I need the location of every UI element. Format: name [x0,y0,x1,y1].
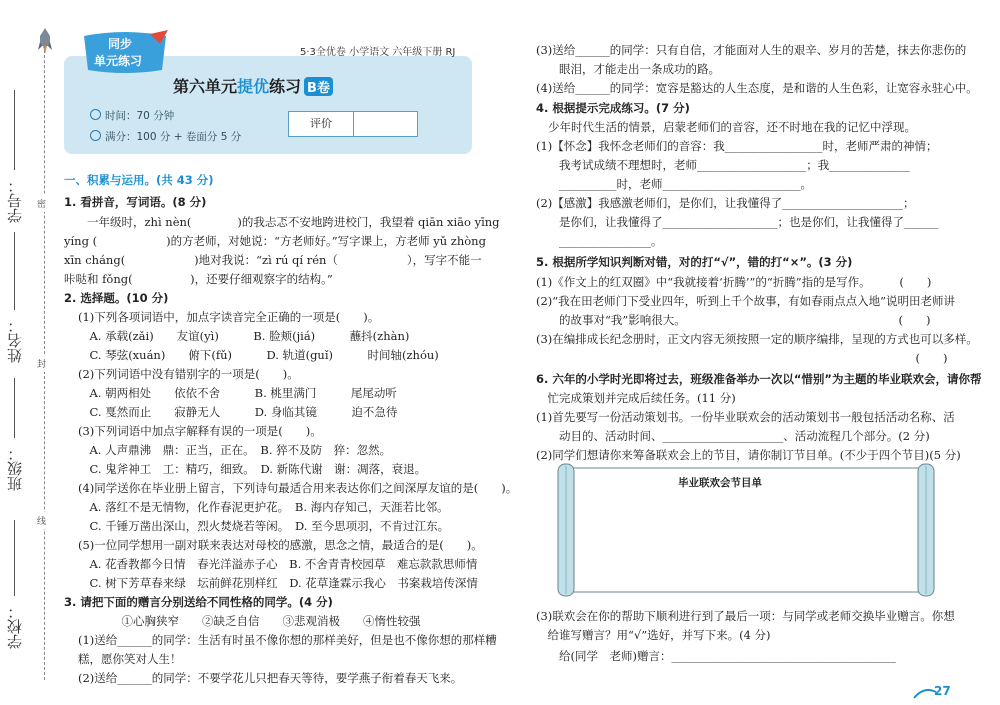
badge-line2: 单元练习 [94,54,143,68]
answer-line[interactable]: 给(同学 老师)赠言：_______________________________________ [536,649,896,663]
text-line: A. 朝两相处 依依不舍 B. 桃里满门 尾尾动听 [78,386,397,400]
text-line: (2)【感激】我感激老师们，是你们，让我懂得了_____________________； [536,196,915,210]
series-info: 5·3全优卷 小学语文 六年级下册 RJ [300,47,456,58]
question-title: 5. 根据所学知识判断对错，对的打“√”，错的打“×”。(3 分) [536,255,853,269]
question-title: 1. 看拼音，写词语。(8 分) [64,195,207,209]
text-line: A. 落红不是无情物，化作春泥更护花。 B. 海内存知己，天涯若比邻。 [78,500,449,514]
text-line: (3)送给______的同学：只有自信，才能面对人生的艰辛、岁月的苦楚，抹去你悲伤的 [536,43,967,57]
text-line: ________________。 [536,234,663,248]
text-line: ①心胸狭窄 ②缺乏自信 ③悲观消极 ④惰性较强 [64,614,421,628]
program-title: 毕业联欢会节目单 [678,477,762,489]
section-heading: 一、积累与运用。(共 43 分) [64,173,214,187]
seal-mark: 线 [37,512,46,529]
score-info: 满分：100 分 + 卷面分 5 分 [90,129,241,144]
text-line: 咔哒和 fǒng( )，还要仔细观察字的结构。” [64,272,333,286]
text-line: (2)“我在田老师门下受业四年，听到上千个故事，有如春雨点点入地”说明田老师讲 [536,294,956,308]
text-line: 一年级时，zhì nèn( )的我忐忑不安地跨进校门，我望着 qiān xiāo yīng [64,215,500,229]
unit-badge [80,30,170,74]
text-line: A. 承载(zǎi) 友谊(yì) B. 脸颊(jiá) 蘸抖(zhàn) [78,329,410,343]
text-line: (3)下列词语中加点字解释有误的一项是( )。 [78,424,322,438]
question-title: 6. 六年的小学时光即将过去，班级准备举办一次以“惜别”为主题的毕业联欢会，请你帮 [536,372,982,386]
grade-label: 评价 [289,112,354,136]
text-line: (2)送给______的同学：不要学花儿只把春天等待，要学燕子衔着春天飞来。 [78,671,463,685]
text-line: (2)同学们想请你来筹备联欢会上的节目，请你制订节目单。(不少于四个节目)(5 分) [536,448,961,462]
text-line: (1)【怀念】我怀念老师们的音容：我_________________时，老师严肃的神情； [536,139,938,153]
question-title: 4. 根据提示完成练习。(7 分) [536,101,690,115]
text-line: 的故事对“我”影响很大。 ( ) [536,313,931,327]
page-title: 第六单元提优练习 B卷 [173,74,333,97]
clock-icon [90,109,101,120]
name-label: 姓名： [6,318,24,363]
text-line: A. 人声鼎沸 鼎：正当，正在。 B. 猝不及防 猝：忽然。 [78,443,392,457]
text-line: 是你们，让我懂得了____________________；也是你们，让我懂得了______ [536,215,939,229]
text-line: (3)在编排成长纪念册时，正文内容无须按照一定的顺序编排，呈现的方式也可以多样。 [536,332,978,346]
version-tag: B卷 [304,77,333,96]
text-line: C. 千锤万凿出深山，烈火焚烧若等闲。 D. 至今思项羽，不肯过江东。 [78,519,450,533]
text-line: (2)下列词语中没有错别字的一项是( )。 [78,367,299,381]
text-line: 眼泪，才能走出一条成功的路。 [536,62,720,76]
text-line: xīn cháng( )地对我说：“zì rú qí rén（ ），写字不能一 [64,253,482,267]
page-number: 27 [934,684,951,698]
text-line: (1)《作文上的红双圈》中“我就接着‘折腾’”的“折腾”指的是写作。 ( ) [536,275,932,289]
text-line: (1)首先要写一份活动策划书。一份毕业联欢会的活动策划书一般包括活动名称、活 [536,410,955,424]
text-line: (1)下列各项词语中，加点字读音完全正确的一项是( )。 [78,310,380,324]
class-field[interactable] [14,378,16,438]
class-label: 班级： [6,446,24,491]
rocket-icon [38,28,52,54]
time-info: 时间：70 分钟 [90,108,174,123]
question-title: 3. 请把下面的赠言分别送给不同性格的同学。(4 分) [64,595,333,609]
text-line: (4)同学送你在毕业册上留言，下列诗句最适合用来表达你们之间深厚友谊的是( )。 [78,481,518,495]
text-line: (1)送给______的同学：生活有时虽不像你想的那样美好，但是也不像你想的那样糟 [78,633,497,647]
seal-mark: 封 [37,355,46,372]
school-label: 学校： [6,604,24,649]
text-line: C. 鬼斧神工 工：精巧，细致。 D. 新陈代谢 谢：凋落，衰退。 [78,462,427,476]
text-line: C. 戛然而止 寂静无人 D. 身临其镜 迫不急待 [78,405,398,419]
seal-mark: 密 [37,195,46,212]
question-title: 2. 选择题。(10 分) [64,291,169,305]
text-line: yíng ( )的方老师，对她说：“方老师好。”写字课上，方老师 yǔ zhòng [64,234,486,248]
student-id-field[interactable] [14,90,16,170]
text-line: (3)联欢会在你的帮助下顺利进行到了最后一项：与同学或老师交换毕业赠言。你想 [536,609,955,623]
text-line: 给谁写赠言？用“√”选好，并写下来。(4 分) [536,628,771,642]
text-line: 糕，愿你笑对人生！ [78,652,182,666]
text-line: C. 琴弦(xuán) 俯下(fǔ) D. 轨道(guǐ) 时间轴(zhóu) [78,348,439,362]
text-line: 少年时代生活的情景，启蒙老师们的音容，还不时地在我的记忆中浮现。 [548,120,916,134]
grade-box [288,111,418,137]
text-line: (5)一位同学想用一副对联来表达对母校的感激，思念之情，最适合的是( )。 [78,538,483,552]
text-line: 我考试成绩不理想时，老师___________________；我______________ [536,158,910,172]
grade-field[interactable] [354,112,417,136]
name-field[interactable] [14,232,16,310]
text-line: __________时，老师________________________。 [536,177,812,191]
school-field[interactable] [14,520,16,596]
check-icon [90,130,101,141]
text-line: (4)送给______的同学：宽容是豁达的人生态度，是和谐的人生色彩，让宽容永驻心中。 [536,81,978,95]
student-id-label: 学号： [6,178,24,223]
badge-line1: 同步 [108,37,133,51]
text-line: C. 树下芳草春来绿 坛前鲜花別样红 D. 花草逢霖示我心 书案栽培传深情 [78,576,478,590]
text-line: 动目的、活动时间、_____________________、活动流程几个部分。(2 分) [536,429,930,443]
text-line: A. 花香教都今日情 春光洋溢赤子心 B. 不舍青青校园草 难忘款款思师情 [78,557,478,571]
text-line: 忙完成策划并完成后续任务。(11 分) [536,391,736,405]
text-line: ( ) [536,351,948,365]
binding-strip [0,0,58,705]
